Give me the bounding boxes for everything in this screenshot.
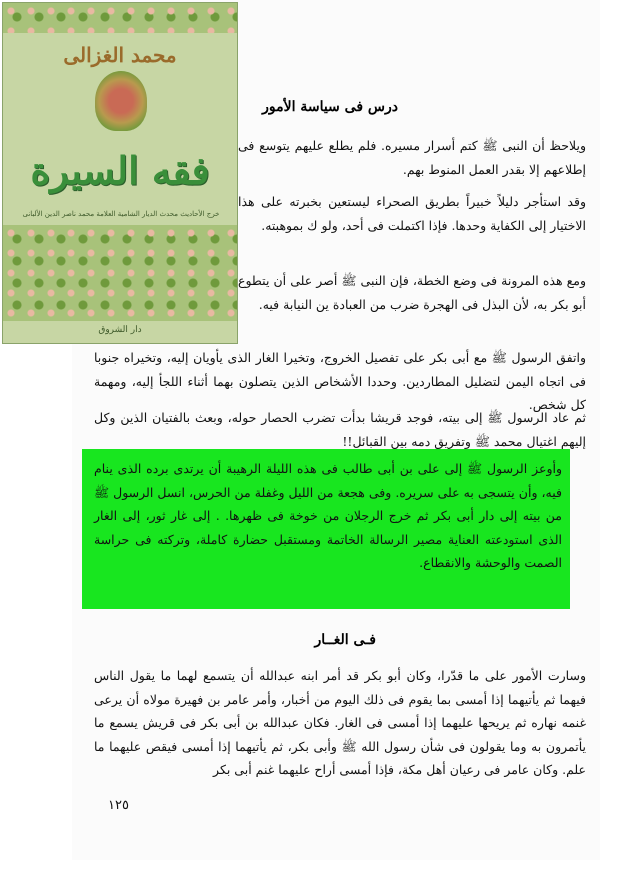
paragraph-2: وقد استأجر دليلاً خبيراً بطريق الصحراء ليستعين بخبرته على هذا الاختيار إلى الكفاية وحدها. فإذا اكتملت فى أحد، ولو ك بموهبته. (238, 194, 586, 233)
paragraph-1: ويلاحظ أن النبى ﷺ كتم أسرار مسيره. فلم يطلع عليهم يتوسع فى إطلاعهم إلا بقدر العمل المنوط بهم. (238, 138, 586, 177)
highlighted-paragraph: وأوعز الرسول ﷺ إلى على بن أبى طالب فى هذه الليلة الرهيبة أن يرتدى برده الذى ينام فيه، وأن يتسجى به على سريره. وفى هجعة من الليل وغفلة من الحرس، انسل الرسول ﷺ من بيته إلى دار أبى بكر ثم خرج الرجلان من خوخة فى ظهرها. . إلى غار ثور، إلى الغار الذى استودعته العناية مصير الرسالة الخاتمة ومستقبل حضارة كاملة، وتركته فى حراسة الصمت والوحشة والانقطاع. (94, 461, 562, 570)
paragraph-cave: وسارت الأمور على ما قدّرا، وكان أبو بكر قد أمر ابنه عبدالله أن يتسمع لهما ما يقول الناس فيهما ثم يأتيهما إذا أمسى بما يقوم فى ذلك اليوم من أخبار، وأمر عامر بن فهيرة مولاه أن يرعى غنمه نهاره ثم يريحها عليهما إذا أمسى فى الغار. فكان عبدالله بن أبى بكر فى قريش يسمع ما يأتمرون به وما يقولون فى شأن رسول الله ﷺ وأبى بكر، ثم يأتيهما إذا أمسى فيقص عليهما ما علم. وكان عامر فى رعيان أهل مكة، فإذا أمسى أراح عليهما غنم أبى بكر (94, 668, 586, 777)
cover-title: فقه السيرة (30, 148, 210, 193)
book-cover-image (2, 2, 238, 344)
paragraph-5: ثم عاد الرسول ﷺ إلى بيته، فوجد قريشا بدأت تضرب الحصار حوله، وبعث بالفتيان الذين وكل إليهم اغتيال محمد ﷺ وتفريق دمه بين القبائل!! (94, 410, 586, 449)
cover-author: محمد الغزالى (63, 43, 177, 67)
cover-publisher: دار الشروق (98, 325, 142, 335)
cover-top-band (3, 3, 237, 33)
page-number: ١٢٥ (108, 798, 129, 813)
section-title-cave: فـى الغــار (314, 632, 376, 648)
cover-floral-band (3, 225, 237, 321)
section-title-politics: درس فى سياسة الأمور (262, 99, 398, 115)
cover-subtitle: خرج الأحاديث محدث الديار الشامية العلامة محمد ناصر الدين الألبانى (22, 210, 220, 218)
paragraph-4: واتفق الرسول ﷺ مع أبى بكر على تفصيل الخروج، وتخيرا الغار الذى يأويان إليه، وتخيراه جنوبا فى اتجاه اليمن لتضليل المطاردين. وحددا الأشخاص الذين يتصلون بهما أثناء اللجأ إليه، ومهمة كل شخص. (94, 350, 586, 412)
cover-ornament-icon (95, 71, 147, 131)
paragraph-3: ومع هذه المرونة فى وضع الخطة، فإن النبى ﷺ أصر على أن يتطوع أبو بكر به، لأن البذل فى الهجرة ضرب من العبادة ين النيابة فيه. (238, 273, 586, 312)
